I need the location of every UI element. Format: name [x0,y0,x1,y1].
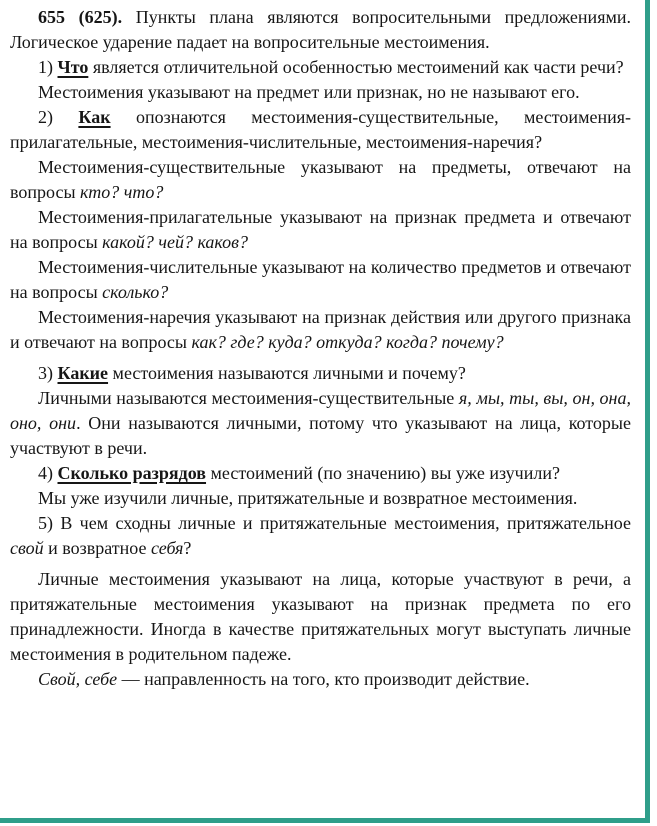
paragraph [10,511,631,561]
text-run: Личными называются местоимения-существительные [38,388,459,408]
paragraph [10,461,631,486]
paragraph [10,5,631,55]
text-run: себя [150,538,184,558]
text-run: я, мы, ты, вы, он, она, оно, они [10,388,631,433]
text-run: 655 (625). [38,7,123,27]
text-run: Местоимения-прилагательные указывают на признак предмета и отвечают на вопросы [10,207,631,252]
text-run: 2) [38,107,79,127]
text-run: . Они называются личными, потому что указывают на лица, которые участвуют в речи. [10,413,632,458]
text-run: местоимений (по значению) вы уже изучили? [206,463,560,483]
paragraph [10,486,631,511]
paragraph [10,205,631,255]
text-run: Местоимения-существительные указывают на предметы, отвечают на вопросы [10,157,631,202]
text-run: и возвратное [43,538,151,558]
text-run: сколько? [102,282,169,302]
text-run: Пункты плана являются вопросительными предложениями. Логическое ударение падает на вопросительные местоимения. [10,7,631,52]
text-run: как? где? куда? откуда? когда? почему? [191,332,504,352]
paragraph [10,305,631,355]
paragraph [10,361,631,386]
text-run: ? [183,538,192,558]
paragraph [10,155,631,205]
text-run: 5) В чем сходны личные и притяжательные местоимения, притяжательное [38,513,631,533]
text-run: Сколько разрядов [57,463,207,483]
text-run: какой? чей? каков? [102,232,248,252]
paragraph [10,105,631,155]
document-body [10,5,631,692]
text-run: Что [57,57,89,77]
text-run: Как [78,107,111,127]
text-run: опознаются местоимения-существительные, местоимения-прилагательные, местоимения-числительные, местоимения-наречия? [10,107,631,152]
text-run: Местоимения-числительные указывают на количество предметов и отвечают на вопросы [10,257,631,302]
text-run: Местоимения указывают на предмет или признак, но не называют его. [38,82,580,102]
text-run: 1) [38,57,58,77]
paragraph [10,667,631,692]
text-run: Какие [57,363,109,383]
text-run: свой [10,538,44,558]
paragraph [10,55,631,80]
text-run: кто? что? [80,182,164,202]
right-accent-bar [645,0,650,823]
text-run: является отличительной особенностью местоимений как части речи? [88,57,624,77]
paragraph [10,567,631,667]
bottom-accent-bar [0,818,650,823]
text-run: — направленность на того, кто производит действие. [117,669,530,689]
text-run: Местоимения-наречия указывают на признак действия или другого признака и отвечают на вопросы [10,307,631,352]
text-run: местоимения называются личными и почему? [108,363,466,383]
text-run: Свой, себе [38,669,118,689]
text-run: 3) [38,363,58,383]
paragraph [10,255,631,305]
text-run: 4) [38,463,58,483]
paragraph [10,80,631,105]
text-run: Личные местоимения указывают на лица, которые участвуют в речи, а притяжательные местоимения указывают на признак предмета по его принадлежности. Иногда в качестве притяжательных могут выступать личные местоимения в родительном падеже. [10,569,631,664]
paragraph [10,386,631,461]
text-run: Мы уже изучили личные, притяжательные и возвратное местоимения. [38,488,578,508]
